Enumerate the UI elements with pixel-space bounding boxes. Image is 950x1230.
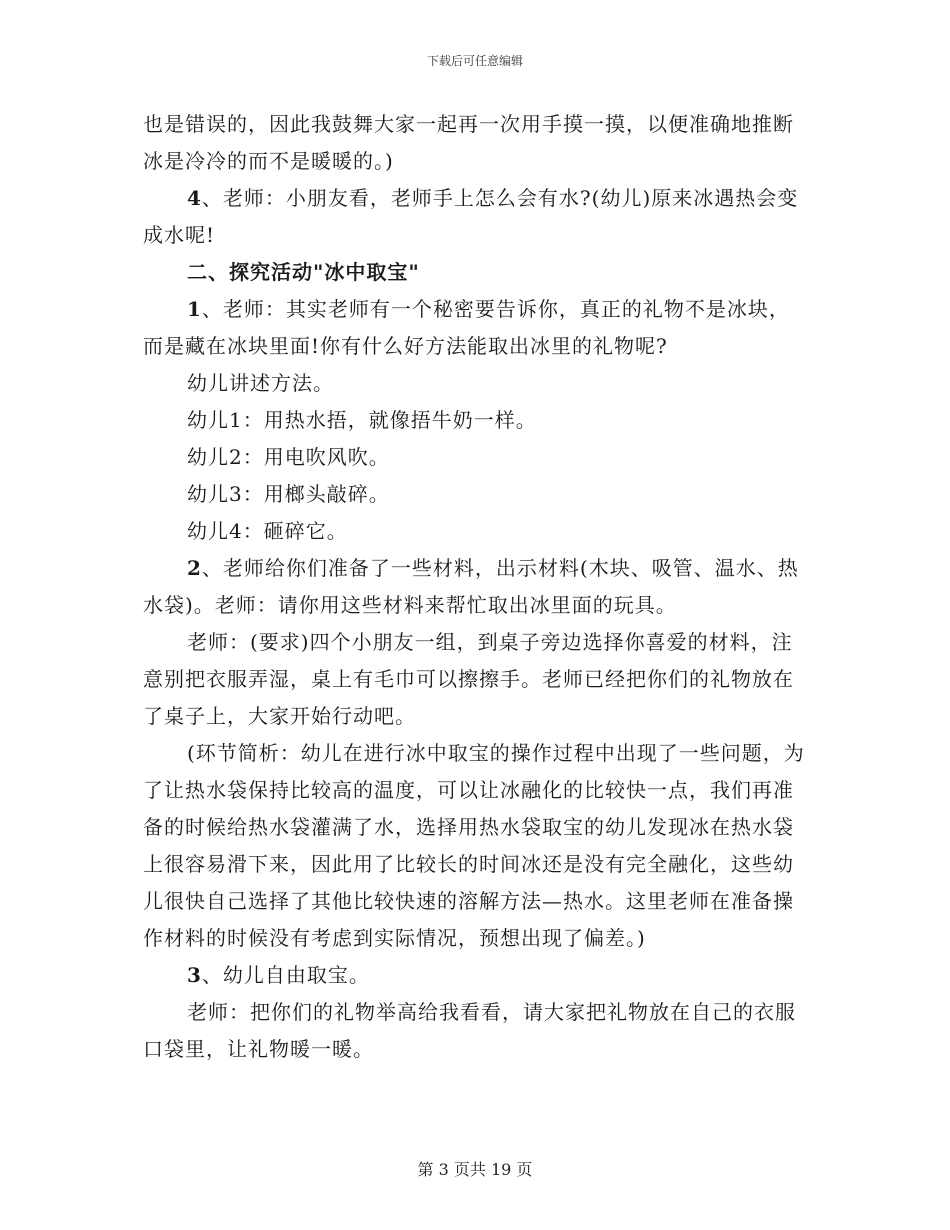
paragraph-step-3: 3、幼儿自由取宝。 — [187, 963, 370, 987]
page-header: 下载后可任意编辑 — [426, 54, 523, 68]
paragraph-child-1: 幼儿1：用热水捂，就像捂牛奶一样。 — [187, 408, 537, 432]
paragraph-child-4: 幼儿4：砸碎它。 — [187, 519, 348, 543]
document-body — [143, 106, 808, 1068]
paragraph-child-3: 幼儿3：用榔头敲碎。 — [187, 482, 390, 506]
paragraph-step-2: 2、老师给你们准备了一些材料，出示材料(木块、吸管、温水、热水袋)。老师：请你用这些材料来帮忙取出冰里面的玩具。 — [143, 556, 799, 617]
page-number: 第 3 页共 19 页 — [417, 1160, 533, 1179]
paragraph-children-method: 幼儿讲述方法。 — [187, 371, 334, 395]
paragraph-step-4: 4、老师：小朋友看，老师手上怎么会有水?(幼儿)原来冰遇热会变成水呢! — [143, 186, 799, 247]
paragraph-analysis: (环节简析：幼儿在进行冰中取宝的操作过程中出现了一些问题，为了让热水袋保持比较高的温度，可以让冰融化的比较快一点，我们再准备的时候给热水袋灌满了水，选择用热水袋取宝的幼儿发现冰在热水袋上很容易滑下来，因此用了比较长的时间冰还是没有完全融化，这些幼儿很快自己选择了其他比较快速的溶解方法—热水。这里老师在准备操作材料的时候没有考虑到实际情况，预想出现了偏差。) — [143, 741, 805, 950]
paragraph-teacher-requirements: 老师：(要求)四个小朋友一组，到桌子旁边选择你喜爱的材料，注意别把衣服弄湿，桌上有毛巾可以擦擦手。老师已经把你们的礼物放在了桌子上，大家开始行动吧。 — [143, 630, 794, 728]
paragraph-continuation: 也是错误的，因此我鼓舞大家一起再一次用手摸一摸，以便准确地推断冰是冷冷的而不是暖暖的。) — [143, 112, 794, 173]
section-heading: 二、探究活动"冰中取宝" — [187, 260, 420, 284]
paragraph-step-1: 1、老师：其实老师有一个秘密要告诉你，真正的礼物不是冰块，而是藏在冰块里面!你有什么好方法能取出冰里的礼物呢? — [143, 297, 790, 358]
paragraph-teacher-closing: 老师：把你们的礼物举高给我看看，请大家把礼物放在自己的衣服口袋里，让礼物暖一暖。 — [143, 1000, 796, 1061]
paragraph-child-2: 幼儿2：用电吹风吹。 — [187, 445, 390, 469]
